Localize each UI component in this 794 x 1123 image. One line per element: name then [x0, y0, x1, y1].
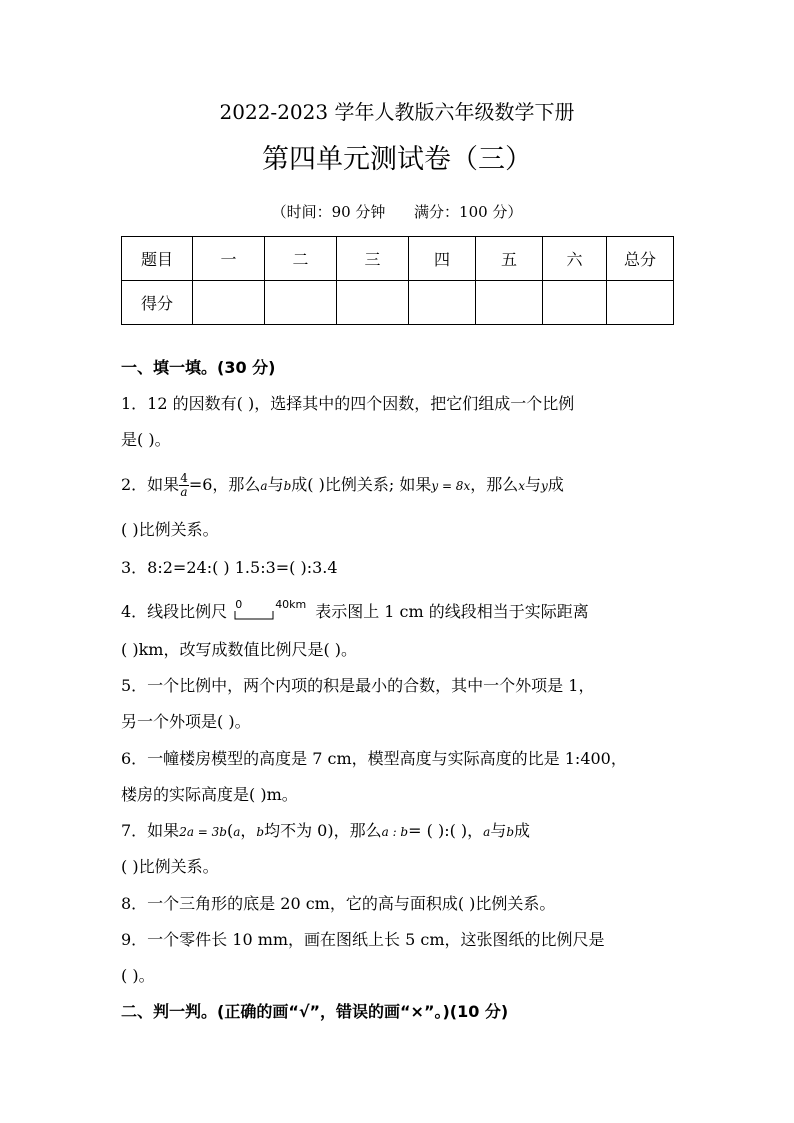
paper-title: 2022-2023 学年人教版六年级数学下册: [219, 100, 575, 124]
unit-test-title: 第四单元测试卷（三）: [262, 144, 532, 175]
q7-text: = ( ):( )，: [408, 821, 484, 840]
score-entry-cell[interactable]: [476, 281, 543, 325]
question-6-line-2: 楼房的实际高度是( )m。: [121, 785, 298, 804]
table-cell: 六: [543, 237, 607, 281]
score-table-score-row: [122, 281, 674, 325]
q7-text: 成: [514, 821, 531, 840]
table-cell: 三: [337, 237, 409, 281]
variable: b: [256, 825, 265, 839]
equation: 2a = 3b: [179, 825, 227, 839]
ratio: a : b: [381, 825, 409, 839]
question-6-line-1: 6．一幢楼房模型的高度是 7 cm，模型高度与实际高度的比是 1:400，: [121, 749, 627, 768]
q2-text: 与: [267, 475, 284, 494]
equation: y = 8x: [431, 479, 471, 493]
score-entry-cell[interactable]: [337, 281, 409, 325]
q2-text: 与: [525, 475, 542, 494]
score-table: [121, 236, 674, 325]
table-cell: 五: [476, 237, 543, 281]
question-7-line-1: [121, 819, 530, 844]
question-1-line-2: 是( )。: [121, 430, 171, 449]
table-cell: 总分: [607, 237, 674, 281]
scale-left-label: 0: [235, 597, 243, 611]
q7-text: 7．如果: [121, 821, 180, 840]
variable: a: [483, 825, 491, 839]
variable: x: [518, 479, 526, 493]
score-table-header-row: [122, 237, 674, 281]
question-3: 3．8:2=24:( ) 1.5:3=( ):3.4: [121, 558, 338, 577]
table-cell: 得分: [122, 281, 193, 325]
q4-text: 表示图上 1 cm 的线段相当于实际距离: [315, 602, 589, 621]
table-cell: 四: [409, 237, 476, 281]
score-entry-cell[interactable]: [193, 281, 265, 325]
variable: y: [541, 479, 548, 493]
q7-text: (: [226, 821, 234, 840]
q2-text: 成: [547, 475, 564, 494]
question-5-line-1: 5．一个比例中，两个内项的积是最小的合数，其中一个外项是 1，: [121, 676, 595, 695]
section-heading-fill-in: 一、填一填。(30 分): [121, 358, 276, 377]
question-4-line-1: [121, 597, 589, 625]
question-9-line-1: 9．一个零件长 10 mm，画在图纸上长 5 cm，这张图纸的比例尺是: [121, 930, 605, 949]
fraction: [179, 472, 189, 499]
variable: a: [260, 479, 268, 493]
score-entry-cell[interactable]: [265, 281, 337, 325]
variable: a: [233, 825, 241, 839]
fraction-numerator: 4: [180, 471, 188, 485]
question-4-line-2: ( )km，改写成数值比例尺是( )。: [121, 640, 358, 659]
scale-right-label: 40km: [275, 597, 307, 611]
table-cell: 题目: [122, 237, 193, 281]
table-cell: 一: [193, 237, 265, 281]
question-2-line-1: [121, 472, 564, 499]
q4-text: 4．线段比例尺: [121, 602, 228, 621]
table-cell: 二: [265, 237, 337, 281]
variable: b: [283, 479, 292, 493]
q7-text: ，: [240, 821, 257, 840]
question-2-line-2: ( )比例关系。: [121, 520, 219, 539]
question-9-line-2: ( )。: [121, 966, 155, 985]
section-heading-true-false: 二、判一判。(正确的画“√”，错误的画“×”。)(10 分): [121, 1002, 509, 1021]
question-7-line-2: ( )比例关系。: [121, 857, 219, 876]
q7-text: 均不为 0)，那么: [264, 821, 382, 840]
time-and-score-info: （时间：90 分钟 满分：100 分）: [271, 203, 523, 221]
q2-text: =6，那么: [188, 475, 261, 494]
question-5-line-2: 另一个外项是( )。: [121, 712, 251, 731]
score-entry-cell[interactable]: [409, 281, 476, 325]
q7-text: 与: [490, 821, 507, 840]
scale-bar-icon: [233, 609, 277, 621]
variable: b: [506, 825, 515, 839]
q2-text: 成( )比例关系; 如果: [291, 475, 432, 494]
question-1-line-1: 1．12 的因数有( )，选择其中的四个因数，把它们组成一个比例: [121, 394, 575, 413]
score-entry-cell[interactable]: [543, 281, 607, 325]
q2-text: 2．如果: [121, 475, 180, 494]
q2-text: ，那么: [470, 475, 519, 494]
score-entry-cell[interactable]: [607, 281, 674, 325]
fraction-denominator: a: [180, 485, 188, 499]
line-segment-scale: [233, 597, 311, 625]
question-8: 8．一个三角形的底是 20 cm，它的高与面积成( )比例关系。: [121, 894, 556, 913]
